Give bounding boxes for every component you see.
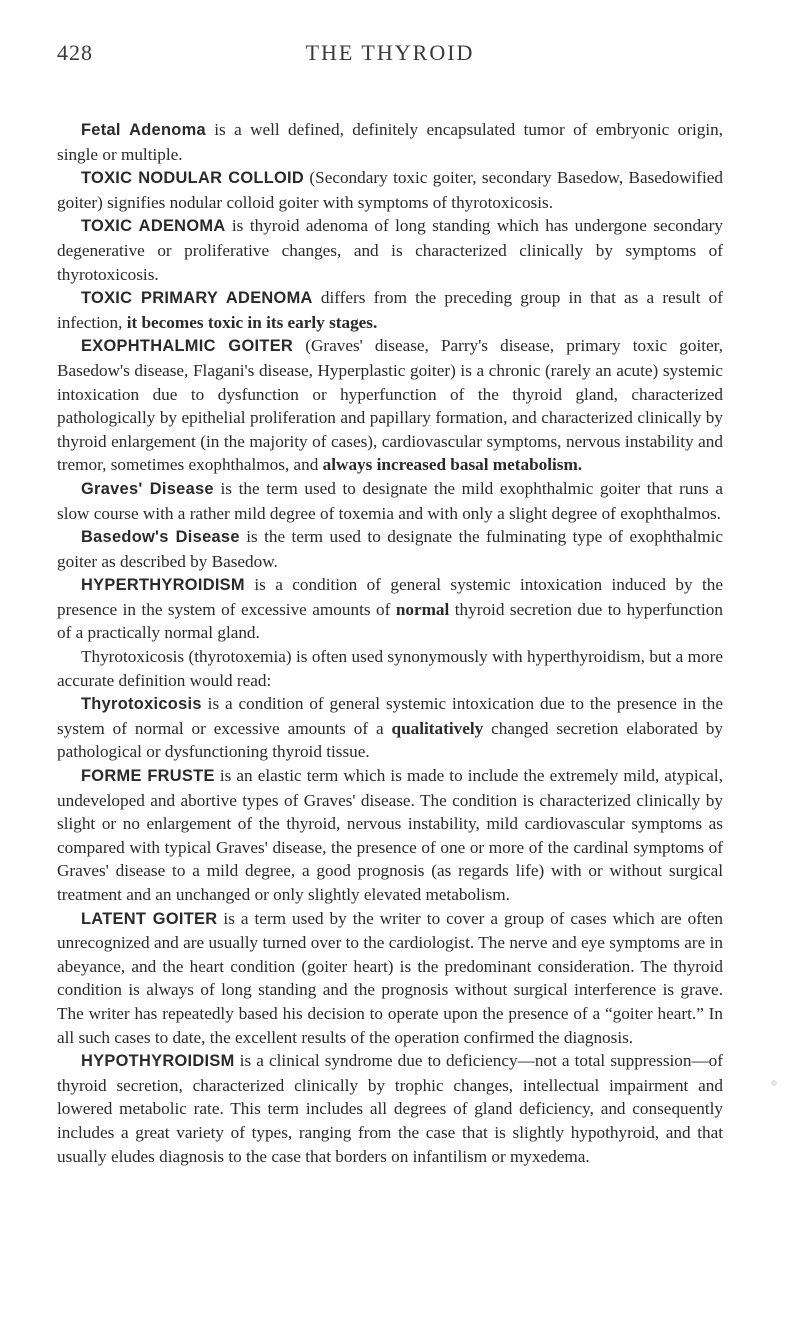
- term: EXOPHTHALMIC GOITER: [81, 337, 294, 356]
- paragraph-text: is a condition of general systemic intoxication induced by the presence in the system of excessive amounts of: [57, 575, 723, 619]
- paragraph-text: is a clinical syndrome due to deficiency—not a total suppression—of thyroid secretion, characterized clinically by trophic changes, intellectual impairment and lowered metabolic rate. This term includes all degrees of gland deficiency, and consequently includes a great variety of types, ranging from the case that is slightly hypothyroid, and that usually eludes diagnosis to the case that borders on infantilism or myxedema.: [57, 1051, 723, 1166]
- paragraph-exophthalmic-goiter: [57, 334, 723, 477]
- paragraph-toxic-primary-adenoma: [57, 286, 723, 334]
- print-speck: [771, 1080, 777, 1086]
- paragraph-text: is a condition of general systemic intoxication due to the presence in the system of normal or excessive amounts of a: [57, 694, 723, 738]
- paragraph-text: Thyrotoxicosis (thyrotoxemia) is often used synonymously with hyperthyroidism, but a more accurate definition would read:: [57, 647, 723, 690]
- paragraph-graves-disease: [57, 477, 723, 525]
- paragraph-text: is a term used by the writer to cover a group of cases which are often unrecognized and are usually turned over to the cardiologist. The nerve and eye symptoms are in abeyance, and the heart condition (goiter heart) is the predominant consideration. The thyroid condition is always of long standing and the prognosis without surgical interference is grave. The writer has repeatedly based his decision to operate upon the presence of a “goiter heart.” In all such cases to date, the excellent results of the operation confirmed the diagnosis.: [57, 908, 723, 1047]
- term: TOXIC ADENOMA: [81, 217, 226, 236]
- paragraph-text: (Secondary toxic goiter, secondary Basedow, Basedowified goiter) signifies nodular colloid goiter with symptoms of thyrotoxicosis.: [57, 168, 723, 212]
- paragraph-thyrotoxicosis-note: [57, 645, 723, 692]
- paragraph-text: is an elastic term which is made to include the extremely mild, atypical, undeveloped and abortive types of Graves' disease. The condition is characterized clinically by slight or no enlargement of the thyroid, nervous instability, mild cardiovascular symptoms as compared with typical Graves' disease, the presence of one or more of the cardinal symptoms of Graves' disease to a mild degree, a good prognosis (as regards life) with or without surgical treatment and an unchanged or only slightly elevated metabolism.: [57, 766, 724, 904]
- term: Thyrotoxicosis: [81, 695, 202, 714]
- paragraph-text: is a well defined, definitely encapsulated tumor of embryonic origin, single or multiple.: [57, 120, 723, 164]
- page-number: 428: [57, 40, 93, 65]
- paragraph-fetal-adenoma: [57, 118, 723, 166]
- paragraph-text: (Graves' disease, Parry's disease, primary toxic goiter, Basedow's disease, Flagani's disease, Hyperplastic goiter) is a chronic (rarely an acute) systemic intoxication due to dysfunction or hyperfunction of the thyroid gland, characterized pathologically by epithelial proliferation and papillary formation, and characterized clinically by thyroid enlargement (in the majority of cases), cardiovascular symptoms, nervous instability and tremor, sometimes exophthalmos, and: [57, 336, 723, 475]
- paragraph-toxic-nodular-colloid: [57, 166, 723, 214]
- term: FORME FRUSTE: [81, 767, 215, 786]
- paragraph-thyrotoxicosis: [57, 692, 723, 764]
- paragraph-toxic-adenoma: [57, 214, 723, 286]
- term: LATENT GOITER: [81, 909, 218, 928]
- paragraph-text: is the term used to designate the mild exophthalmic goiter that runs a slow course with a rather mild degree of toxemia and with only a slight degree of exophthalmos.: [57, 478, 724, 523]
- paragraph-forme-fruste: [57, 764, 723, 907]
- paragraph-text: changed secretion elaborated by pathological or dysfunctioning thyroid tissue.: [57, 718, 723, 762]
- emphasis: always increased basal metabolism.: [322, 455, 583, 475]
- body-text: [57, 118, 723, 1168]
- term: HYPOTHYROIDISM: [81, 1052, 235, 1071]
- paragraph-text: is thyroid adenoma of long standing which has undergone secondary degenerative or proliferative changes, and is characterized clinically by symptoms of thyrotoxicosis.: [57, 216, 723, 284]
- emphasis: it becomes toxic in its early stages.: [126, 312, 378, 332]
- running-head: [57, 40, 723, 70]
- paragraph-text: is the term used to designate the fulminating type of exophthalmic goiter as described by Basedow.: [57, 527, 723, 571]
- emphasis: normal: [395, 599, 450, 619]
- paragraph-latent-goiter: [57, 907, 723, 1050]
- term: Basedow's Disease: [81, 528, 240, 547]
- emphasis: qualitatively: [391, 718, 484, 738]
- running-title: THE THYROID: [305, 40, 475, 65]
- term: HYPERTHYROIDISM: [81, 576, 245, 595]
- term: TOXIC NODULAR COLLOID: [81, 169, 305, 188]
- term: Graves' Disease: [81, 479, 214, 498]
- paragraph-basedows-disease: [57, 525, 723, 573]
- term: Fetal Adenoma: [81, 121, 206, 139]
- paragraph-hyperthyroidism: [57, 573, 723, 645]
- paragraph-hypothyroidism: [57, 1049, 723, 1168]
- paragraph-text: thyroid secretion due to hyperfunction of a practically normal gland.: [57, 599, 723, 643]
- term: TOXIC PRIMARY ADENOMA: [81, 289, 313, 308]
- paragraph-text: differs from the preceding group in that as a result of infection,: [57, 288, 723, 332]
